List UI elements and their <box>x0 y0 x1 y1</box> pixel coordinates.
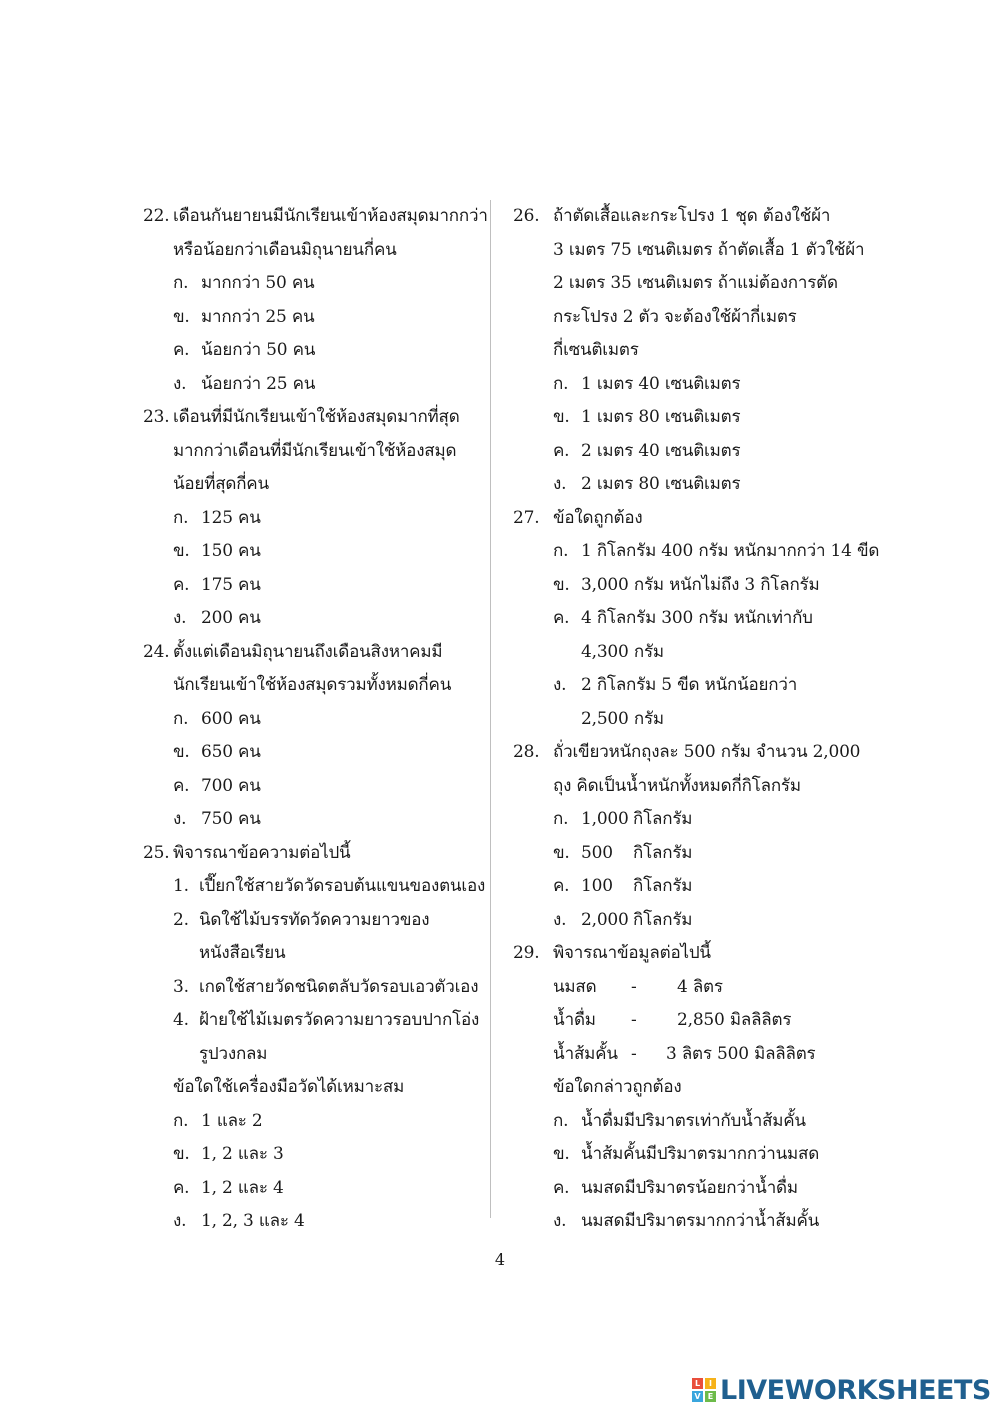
option-d[interactable]: ง. 750 คน <box>173 809 261 829</box>
question-28-stem-cont: ถุง คิดเป็นน้ำหนักทั้งหมดกี่กิโลกรัม <box>553 775 801 796</box>
statement-2-cont: หนังสือเรียน <box>199 943 286 963</box>
data-row-orange-juice: น้ำส้มคั้น - 3 ลิตร 500 มิลลิลิตร <box>553 1043 816 1064</box>
option-b[interactable]: ข. 3,000 กรัม หนักไม่ถึง 3 กิโลกรัม <box>553 574 820 595</box>
option-b[interactable]: ข. 650 คน <box>173 742 261 762</box>
question-25 <box>143 837 488 1239</box>
option-a[interactable]: ก. 1,000 กิโลกรัม <box>553 809 693 829</box>
option-a[interactable]: ก. 1 เมตร 40 เซนติเมตร <box>553 373 741 394</box>
question-27-stem: 27. ข้อใดถูกต้อง <box>513 502 878 536</box>
option-d[interactable]: ง. 2 กิโลกรัม 5 ขีด หนักน้อยกว่า <box>553 675 798 695</box>
option-c-cont: 4,300 กรัม <box>581 641 664 662</box>
option-d[interactable]: ง. 200 คน <box>173 608 261 628</box>
option-d-cont: 2,500 กรัม <box>581 708 664 729</box>
question-22 <box>143 200 488 401</box>
question-25-prompt: ข้อใดใช้เครื่องมือวัดได้เหมาะสม <box>173 1077 405 1097</box>
question-24 <box>143 636 488 837</box>
option-c[interactable]: ค. 100 กิโลกรัม <box>553 876 693 896</box>
option-d[interactable]: ง. นมสดมีปริมาตรมากกว่าน้ำส้มคั้น <box>553 1211 820 1231</box>
option-c[interactable]: ค. 2 เมตร 40 เซนติเมตร <box>553 440 741 461</box>
question-23-stem: 23. เดือนที่มีนักเรียนเข้าใช้ห้องสมุดมากที่สุด <box>143 401 488 435</box>
question-number: 29. <box>513 943 540 963</box>
question-number: 25. <box>143 842 170 863</box>
question-26-stem-cont: 3 เมตร 75 เซนติเมตร ถ้าตัดเสื้อ 1 ตัวใช้ผ้า <box>553 239 865 260</box>
option-c[interactable]: ค. 4 กิโลกรัม 300 กรัม หนักเท่ากับ <box>553 608 813 628</box>
question-24-stem: 24. ตั้งแต่เดือนมิถุนายนถึงเดือนสิงหาคมมี <box>143 636 488 670</box>
question-26-stem-cont: กี่เซนติเมตร <box>553 340 639 360</box>
question-number: 23. <box>143 407 170 427</box>
question-23-stem-cont: น้อยที่สุดกี่คน <box>173 474 269 494</box>
option-b[interactable]: ข. น้ำส้มคั้นมีปริมาตรมากกว่านมสด <box>553 1144 820 1164</box>
left-column <box>143 200 488 1239</box>
option-a[interactable]: ก. 125 คน <box>173 507 261 528</box>
logo-text: LIVEWORKSHEETS <box>720 1374 991 1406</box>
option-b[interactable]: ข. 500 กิโลกรัม <box>553 842 693 863</box>
statement-4-cont: รูปวงกลม <box>199 1043 268 1064</box>
question-27 <box>513 502 878 737</box>
option-a[interactable]: ก. 1 กิโลกรัม 400 กรัม หนักมากกว่า 14 ขีด <box>553 541 880 561</box>
question-22-stem-cont: หรือน้อยกว่าเดือนมิถุนายนกี่คน <box>173 239 397 260</box>
logo-mark-letter: I <box>705 1378 716 1389</box>
question-number: 26. <box>513 206 540 226</box>
data-row-water: น้ำดื่ม - 2,850 มิลลิลิตร <box>553 1010 792 1030</box>
question-29-stem: 29. พิจารณาข้อมูลต่อไปนี้ <box>513 937 878 971</box>
option-a[interactable]: ก. น้ำดื่มมีปริมาตรเท่ากับน้ำส้มคั้น <box>553 1110 806 1131</box>
logo-mark-letter: E <box>705 1391 716 1402</box>
question-28 <box>513 736 878 937</box>
question-23-stem-cont: มากกว่าเดือนที่มีนักเรียนเข้าใช้ห้องสมุด <box>173 440 457 461</box>
logo-mark-icon <box>692 1378 716 1402</box>
question-22-stem: 22. เดือนกันยายนมีนักเรียนเข้าห้องสมุดมากกว่า <box>143 200 488 234</box>
column-divider <box>490 200 491 1218</box>
option-a[interactable]: ก. มากกว่า 50 คน <box>173 273 315 293</box>
statement-4: 4. ฝ้ายใช้ไม้เมตรวัดความยาวรอบปากโอ่ง <box>173 1010 480 1030</box>
option-d[interactable]: ง. 2,000 กิโลกรัม <box>553 909 693 930</box>
option-c[interactable]: ค. นมสดมีปริมาตรน้อยกว่าน้ำดื่ม <box>553 1177 798 1198</box>
option-a[interactable]: ก. 1 และ 2 <box>173 1110 263 1131</box>
question-number: 22. <box>143 206 170 226</box>
question-number: 28. <box>513 742 540 762</box>
option-d[interactable]: ง. น้อยกว่า 25 คน <box>173 373 316 394</box>
logo-mark-letter: V <box>692 1391 703 1402</box>
option-c[interactable]: ค. 700 คน <box>173 775 261 796</box>
page-number: 4 <box>494 1250 506 1269</box>
statement-1: 1. เปี๊ยกใช้สายวัดวัดรอบต้นแขนของตนเอง <box>173 876 486 896</box>
statement-3: 3. เกดใช้สายวัดชนิดตลับวัดรอบเอวตัวเอง <box>173 976 479 997</box>
question-26-stem-cont: 2 เมตร 35 เซนติเมตร ถ้าแม่ต้องการตัด <box>553 273 838 293</box>
option-c[interactable]: ค. 175 คน <box>173 574 261 595</box>
data-row-milk: นมสด - 4 ลิตร <box>553 976 723 997</box>
logo-mark-letter: L <box>692 1378 703 1389</box>
question-number: 24. <box>143 641 170 662</box>
liveworksheets-logo[interactable] <box>692 1372 991 1408</box>
option-c[interactable]: ค. น้อยกว่า 50 คน <box>173 340 316 360</box>
option-d[interactable]: ง. 2 เมตร 80 เซนติเมตร <box>553 474 741 494</box>
question-25-stem: 25. พิจารณาข้อความต่อไปนี้ <box>143 837 488 871</box>
option-b[interactable]: ข. 150 คน <box>173 541 261 561</box>
statement-2: 2. นิดใช้ไม้บรรทัดวัดความยาวของ <box>173 909 430 930</box>
option-b[interactable]: ข. มากกว่า 25 คน <box>173 306 315 327</box>
option-b[interactable]: ข. 1, 2 และ 3 <box>173 1144 284 1164</box>
question-24-stem-cont: นักเรียนเข้าใช้ห้องสมุดรวมทั้งหมดกี่คน <box>173 675 452 695</box>
question-29-prompt: ข้อใดกล่าวถูกต้อง <box>553 1077 682 1097</box>
option-d[interactable]: ง. 1, 2, 3 และ 4 <box>173 1211 305 1231</box>
question-28-stem: 28. ถั่วเขียวหนักถุงละ 500 กรัม จำนวน 2,000 <box>513 736 878 770</box>
question-26 <box>513 200 878 502</box>
question-26-stem-cont: กระโปรง 2 ตัว จะต้องใช้ผ้ากี่เมตร <box>553 306 797 327</box>
question-23 <box>143 401 488 636</box>
option-c[interactable]: ค. 1, 2 และ 4 <box>173 1177 284 1198</box>
question-29 <box>513 937 878 1239</box>
option-a[interactable]: ก. 600 คน <box>173 708 261 729</box>
question-26-stem: 26. ถ้าตัดเสื้อและกระโปรง 1 ชุด ต้องใช้ผ้า <box>513 200 878 234</box>
right-column <box>513 200 878 1239</box>
option-b[interactable]: ข. 1 เมตร 80 เซนติเมตร <box>553 407 741 427</box>
question-number: 27. <box>513 507 540 528</box>
